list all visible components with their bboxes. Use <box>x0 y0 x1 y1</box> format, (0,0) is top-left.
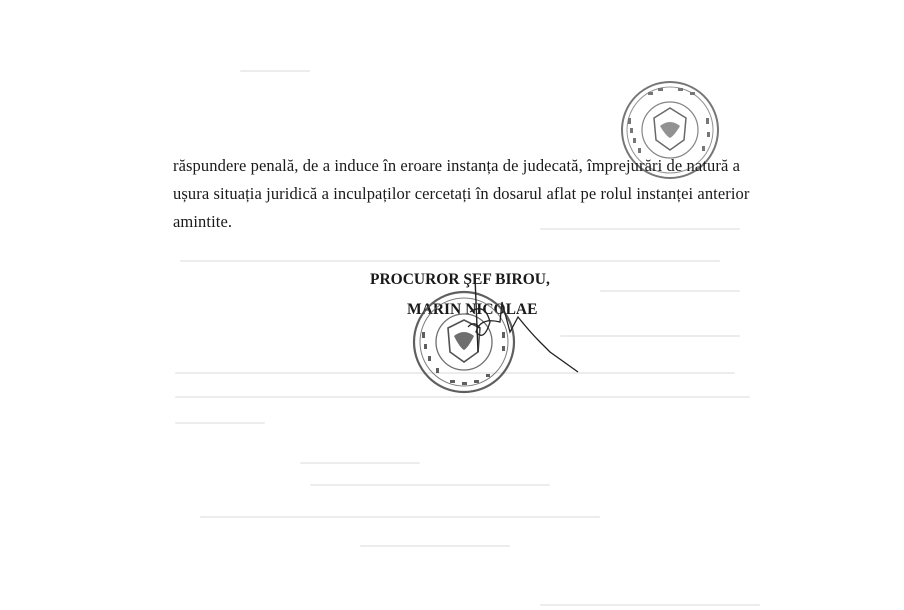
bleed-through-line <box>300 462 420 464</box>
bleed-through-line <box>240 70 310 72</box>
handwritten-signature <box>440 272 590 382</box>
bleed-through-line <box>600 290 740 292</box>
bleed-through-line <box>310 484 550 486</box>
signatory-name: MARIN NICOLAE <box>407 301 538 318</box>
bleed-through-line <box>200 516 600 518</box>
bleed-through-line <box>175 422 265 424</box>
bleed-through-line <box>175 396 750 398</box>
body-line-2: ușura situația juridică a inculpaților cercetați în dosarul aflat pe rolul instanței anterior <box>173 184 750 203</box>
body-line-1: răspundere penală, de a induce în eroare instanța de judecată, împrejurări de natură a <box>173 156 741 175</box>
body-line-3: amintite. <box>173 212 233 231</box>
bleed-through-line <box>360 545 510 547</box>
body-paragraph <box>173 152 773 236</box>
bleed-through-line <box>180 260 720 262</box>
signatory-title: PROCUROR ŞEF BIROU, <box>370 271 550 288</box>
bleed-through-line <box>540 604 760 606</box>
